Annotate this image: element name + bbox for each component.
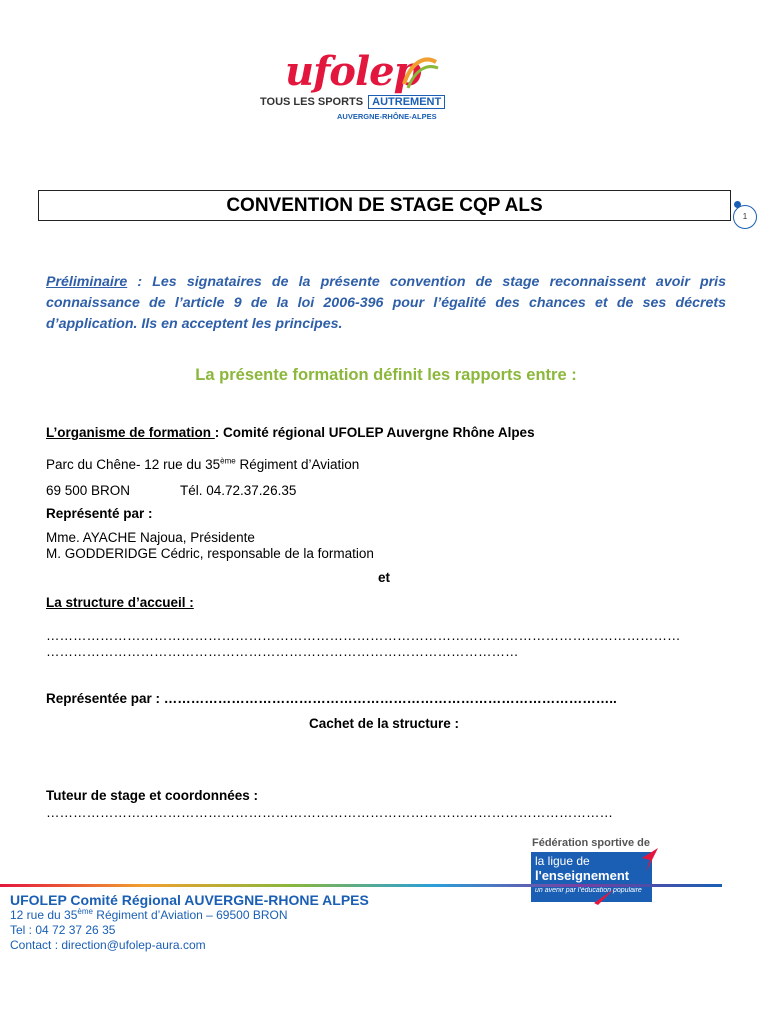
organisme-line bbox=[46, 424, 535, 441]
red-arrow-icon bbox=[640, 848, 660, 872]
title-box bbox=[38, 190, 731, 221]
logo-tag-left: TOUS LES SPORTS bbox=[260, 96, 364, 108]
structure-dots-2: …………………………………………………………………………………………… bbox=[46, 644, 519, 659]
organisme-city: 69 500 BRON bbox=[46, 483, 131, 498]
footer-org-name: UFOLEP Comité Régional AUVERGNE-RHONE ALPES bbox=[10, 892, 369, 908]
representative-2: M. GODDERIDGE Cédric, responsable de la formation bbox=[46, 546, 374, 561]
structure-represented: Représentée par : ……………………………………………………………………………………….. bbox=[46, 691, 617, 706]
tuteur-label: Tuteur de stage et coordonnées : bbox=[46, 788, 259, 803]
address-sup: ème bbox=[220, 456, 236, 466]
footer-address bbox=[10, 908, 288, 923]
structure-label: La structure d’accueil : bbox=[46, 595, 194, 610]
swoosh-icon bbox=[400, 54, 440, 90]
footer-phone: Tel : 04 72 37 26 35 bbox=[10, 923, 116, 937]
ligue-tagline: un avenir par l'éducation populaire bbox=[535, 887, 642, 894]
section-subtitle: La présente formation définit les rapports entre : bbox=[195, 366, 577, 384]
page-number: 1 bbox=[733, 205, 757, 229]
ligue-line1: la ligue de bbox=[535, 854, 590, 868]
logo-tag-right: AUTREMENT bbox=[368, 95, 445, 109]
organisme-phone: Tél. 04.72.37.26.35 bbox=[180, 483, 297, 498]
et-conjunction: et bbox=[378, 570, 391, 585]
logo-tagline bbox=[260, 96, 445, 108]
representative-1: Mme. AYACHE Najoua, Présidente bbox=[46, 530, 255, 545]
footer-divider bbox=[0, 884, 722, 887]
structure-dots-1: …………………………………………………………………………………………………………………………… bbox=[46, 628, 681, 643]
ligue-line2: l'enseignement bbox=[535, 868, 630, 883]
represented-label: Représenté par : bbox=[46, 506, 153, 521]
footer-address-end: Régiment d’Aviation – 69500 BRON bbox=[92, 908, 288, 922]
organisme-address bbox=[46, 456, 359, 473]
red-arrow-icon bbox=[594, 889, 614, 905]
logo-region: AUVERGNE-RHÔNE-ALPES bbox=[337, 112, 437, 121]
footer-address-sup: ème bbox=[77, 907, 93, 916]
address-text-end: Régiment d’Aviation bbox=[235, 457, 360, 472]
page-title: CONVENTION DE STAGE CQP ALS bbox=[226, 195, 543, 216]
preliminary-label: Préliminaire bbox=[46, 274, 128, 290]
footer-address-text: 12 rue du 35 bbox=[10, 908, 78, 922]
ufolep-logo bbox=[255, 48, 455, 128]
cachet-label: Cachet de la structure : bbox=[309, 716, 460, 731]
tuteur-dots: ……………………………………………………………………………………………………………… bbox=[46, 805, 613, 820]
preliminary-text: : Les signataires de la présente convention de stage reconnaissent avoir pris connaissance de l’article 9 de la loi 2006-396 pour l’égalité des chances et de ses décrets d’application. Ils en acceptent les principes. bbox=[46, 274, 726, 332]
organisme-label: L’organisme de formation bbox=[46, 425, 215, 440]
footer-contact: Contact : direction@ufolep-aura.com bbox=[10, 938, 206, 952]
ligue-logo bbox=[531, 852, 652, 902]
logo-word: ufolep bbox=[285, 48, 421, 95]
federation-label: Fédération sportive de bbox=[532, 837, 650, 849]
address-text: Parc du Chêne- 12 rue du 35 bbox=[46, 457, 221, 472]
preliminary-paragraph bbox=[46, 272, 726, 335]
organisme-value: : Comité régional UFOLEP Auvergne Rhône Alpes bbox=[214, 425, 535, 440]
